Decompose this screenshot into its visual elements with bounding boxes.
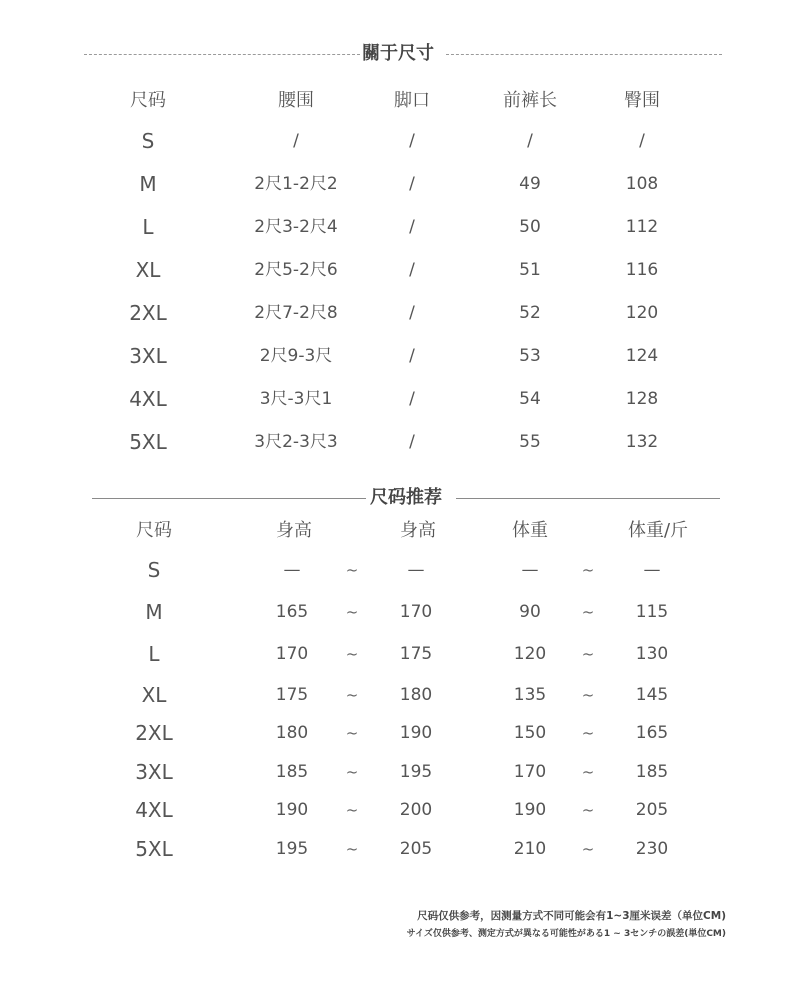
height-min: 195 [275,839,309,859]
header-front-length: 前裤长 [503,90,557,111]
size-label: 3XL [135,760,173,784]
range-tilde: ~ [581,840,595,858]
hem-value: / [409,260,415,280]
hip-value: / [639,131,645,151]
range-tilde: ~ [345,603,359,621]
weight-min: 90 [519,602,541,622]
header-rule-left [92,498,366,499]
header-height-max: 身高 [400,520,436,541]
height-min: 175 [275,685,309,705]
size-label: 2XL [135,721,173,745]
front-length-value: 49 [519,174,541,194]
waist-value: 2尺1-2尺2 [254,174,338,194]
size-label: 5XL [135,837,173,861]
weight-min: — [521,560,539,580]
height-min: 170 [275,644,309,664]
header-rule-right [456,498,720,499]
weight-min: 150 [513,723,547,743]
front-length-value: 54 [519,389,541,409]
recommend-section-title: 尺码推荐 [370,487,442,508]
header-rule-left [84,54,360,55]
range-tilde: ~ [345,840,359,858]
hem-value: / [409,389,415,409]
waist-value: 2尺9-3尺 [259,346,333,366]
range-tilde: ~ [581,724,595,742]
hip-value: 128 [625,389,659,409]
height-min: — [283,560,301,580]
waist-value: 3尺2-3尺3 [254,432,338,452]
range-tilde: ~ [345,686,359,704]
weight-max: 145 [635,685,669,705]
height-max: 190 [399,723,433,743]
hem-value: / [409,346,415,366]
size-section-header [0,42,812,66]
hip-value: 116 [625,260,659,280]
height-min: 190 [275,800,309,820]
height-max: 195 [399,762,433,782]
header-hem: 脚口 [394,90,430,111]
range-tilde: ~ [345,724,359,742]
size-label: S [141,129,155,153]
size-label: 4XL [129,387,167,411]
weight-max: 230 [635,839,669,859]
height-max: — [407,560,425,580]
weight-min: 170 [513,762,547,782]
range-tilde: ~ [581,603,595,621]
range-tilde: ~ [345,645,359,663]
range-tilde: ~ [581,645,595,663]
hem-value: / [409,131,415,151]
weight-max: 165 [635,723,669,743]
weight-min: 210 [513,839,547,859]
header-waist: 腰围 [278,90,314,111]
height-min: 165 [275,602,309,622]
front-length-value: 55 [519,432,541,452]
header-rule-right [446,54,722,55]
header-size: 尺码 [136,520,172,541]
range-tilde: ~ [345,763,359,781]
weight-max: 205 [635,800,669,820]
hip-value: 132 [625,432,659,452]
size-label: 5XL [129,430,167,454]
hip-value: 124 [625,346,659,366]
size-label: M [139,172,157,196]
header-size: 尺码 [130,90,166,111]
waist-value: 2尺3-2尺4 [254,217,338,237]
waist-value: 3尺-3尺1 [259,389,333,409]
size-label: 4XL [135,798,173,822]
size-label: M [145,600,163,624]
height-max: 200 [399,800,433,820]
weight-max: 130 [635,644,669,664]
size-label: XL [141,683,167,707]
front-length-value: / [527,131,533,151]
height-max: 170 [399,602,433,622]
height-max: 175 [399,644,433,664]
range-tilde: ~ [581,763,595,781]
hip-value: 112 [625,217,659,237]
waist-value: 2尺5-2尺6 [254,260,338,280]
weight-min: 120 [513,644,547,664]
size-label: L [142,215,154,239]
height-min: 180 [275,723,309,743]
waist-value: 2尺7-2尺8 [254,303,338,323]
waist-value: / [293,131,299,151]
range-tilde: ~ [581,686,595,704]
front-length-value: 50 [519,217,541,237]
recommend-section-header [0,486,812,510]
hip-value: 108 [625,174,659,194]
height-min: 185 [275,762,309,782]
weight-max: — [643,560,661,580]
size-section-title: 關于尺寸 [362,43,434,64]
range-tilde: ~ [581,561,595,579]
hem-value: / [409,303,415,323]
hem-value: / [409,432,415,452]
size-label: 2XL [129,301,167,325]
front-length-value: 51 [519,260,541,280]
weight-min: 190 [513,800,547,820]
header-weight: 体重 [512,520,548,541]
hem-value: / [409,217,415,237]
footnote-japanese: サイズ仅供参考、测定方式が異なる可能性がある1 ~ 3センチの誤差(単位CM) [406,929,726,939]
header-height-min: 身高 [276,520,312,541]
height-max: 205 [399,839,433,859]
weight-max: 115 [635,602,669,622]
hip-value: 120 [625,303,659,323]
weight-max: 185 [635,762,669,782]
height-max: 180 [399,685,433,705]
front-length-value: 53 [519,346,541,366]
size-label: XL [135,258,161,282]
header-weight-jin: 体重/斤 [627,520,689,541]
header-hip: 臀围 [624,90,660,111]
footnote-chinese: 尺码仅供参考，因测量方式不同可能会有1~3厘米误差（单位CM) [417,910,726,922]
weight-min: 135 [513,685,547,705]
size-label: L [148,642,160,666]
range-tilde: ~ [345,561,359,579]
front-length-value: 52 [519,303,541,323]
size-label: S [147,558,161,582]
hem-value: / [409,174,415,194]
range-tilde: ~ [581,801,595,819]
range-tilde: ~ [345,801,359,819]
size-label: 3XL [129,344,167,368]
